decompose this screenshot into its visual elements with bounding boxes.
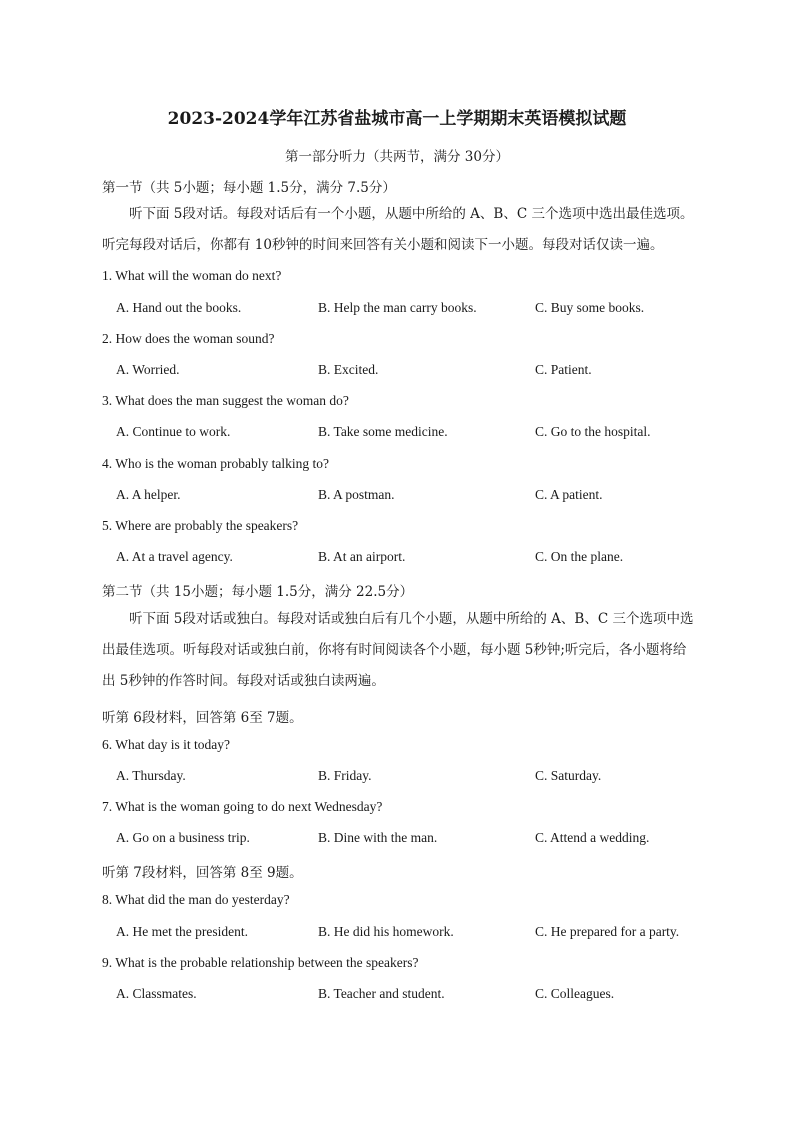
question-text: 2. How does the woman sound? <box>102 331 275 346</box>
option-c: C. He prepared for a party. <box>535 924 680 939</box>
question-text: 4. Who is the woman probably talking to? <box>102 456 329 471</box>
section-instructions: 听下面 5段对话。每段对话后有一个小题，从题中所给的 A、B、C 三个选项中选出最佳选项。听完每段对话后，你都有 10秒钟的时间来回答有关小题和阅读下一小题。每段对话仅读一遍。 <box>102 206 694 254</box>
option-a: A. Hand out the books. <box>116 300 242 315</box>
option-b: B. Teacher and student. <box>318 986 445 1001</box>
option-c: C. A patient. <box>535 487 603 502</box>
question-text: 6. What day is it today? <box>102 737 230 752</box>
question-text: 3. What does the man suggest the woman do? <box>102 393 349 408</box>
section-heading: 第一节（共 5小题；每小题 1.5分，满分 7.5分） <box>102 180 396 196</box>
option-b: B. At an airport. <box>318 549 406 564</box>
option-c: C. Patient. <box>535 362 592 377</box>
section-instructions: 听下面 5段对话或独白。每段对话或独白后有几个小题，从题中所给的 A、B、C 三个选项中选出最佳选项。听每段对话或独白前，你将有时间阅读各个小题，每小题 5秒钟;听完后，各小题将给出 5秒钟的作答时间。每段对话或独白读两遍。 <box>102 611 694 690</box>
option-b: B. He did his homework. <box>318 924 454 939</box>
option-c: C. Saturday. <box>535 768 602 783</box>
option-b: B. A postman. <box>318 487 395 502</box>
option-a: A. Thursday. <box>116 768 186 783</box>
option-c: C. Buy some books. <box>535 300 645 315</box>
option-a: A. A helper. <box>116 487 181 502</box>
option-a: A. Worried. <box>116 362 180 377</box>
option-c: C. On the plane. <box>535 549 624 564</box>
option-b: B. Help the man carry books. <box>318 300 477 315</box>
material-heading: 听第 7段材料，回答第 8至 9题。 <box>102 865 303 881</box>
section-heading: 第二节（共 15小题；每小题 1.5分，满分 22.5分） <box>102 584 414 600</box>
option-b: B. Dine with the man. <box>318 830 438 845</box>
part-heading: 第一部分听力（共两节，满分 30分） <box>285 149 509 165</box>
option-b: B. Take some medicine. <box>318 424 448 439</box>
question-text: 7. What is the woman going to do next Wednesday? <box>102 799 383 814</box>
option-a: A. He met the president. <box>116 924 248 939</box>
option-a: A. Classmates. <box>116 986 197 1001</box>
option-a: A. Continue to work. <box>116 424 231 439</box>
material-heading: 听第 6段材料，回答第 6至 7题。 <box>102 710 303 726</box>
question-text: 8. What did the man do yesterday? <box>102 892 290 907</box>
question-text: 5. Where are probably the speakers? <box>102 518 299 533</box>
option-c: C. Attend a wedding. <box>535 830 650 845</box>
exam-title: 2023-2024学年江苏省盐城市高一上学期期末英语模拟试题 <box>167 109 627 129</box>
option-a: A. At a travel agency. <box>116 549 233 564</box>
question-text: 1. What will the woman do next? <box>102 268 282 283</box>
option-c: C. Colleagues. <box>535 986 615 1001</box>
option-b: B. Excited. <box>318 362 379 377</box>
option-a: A. Go on a business trip. <box>116 830 250 845</box>
question-text: 9. What is the probable relationship between the speakers? <box>102 955 419 970</box>
option-c: C. Go to the hospital. <box>535 424 651 439</box>
option-b: B. Friday. <box>318 768 372 783</box>
